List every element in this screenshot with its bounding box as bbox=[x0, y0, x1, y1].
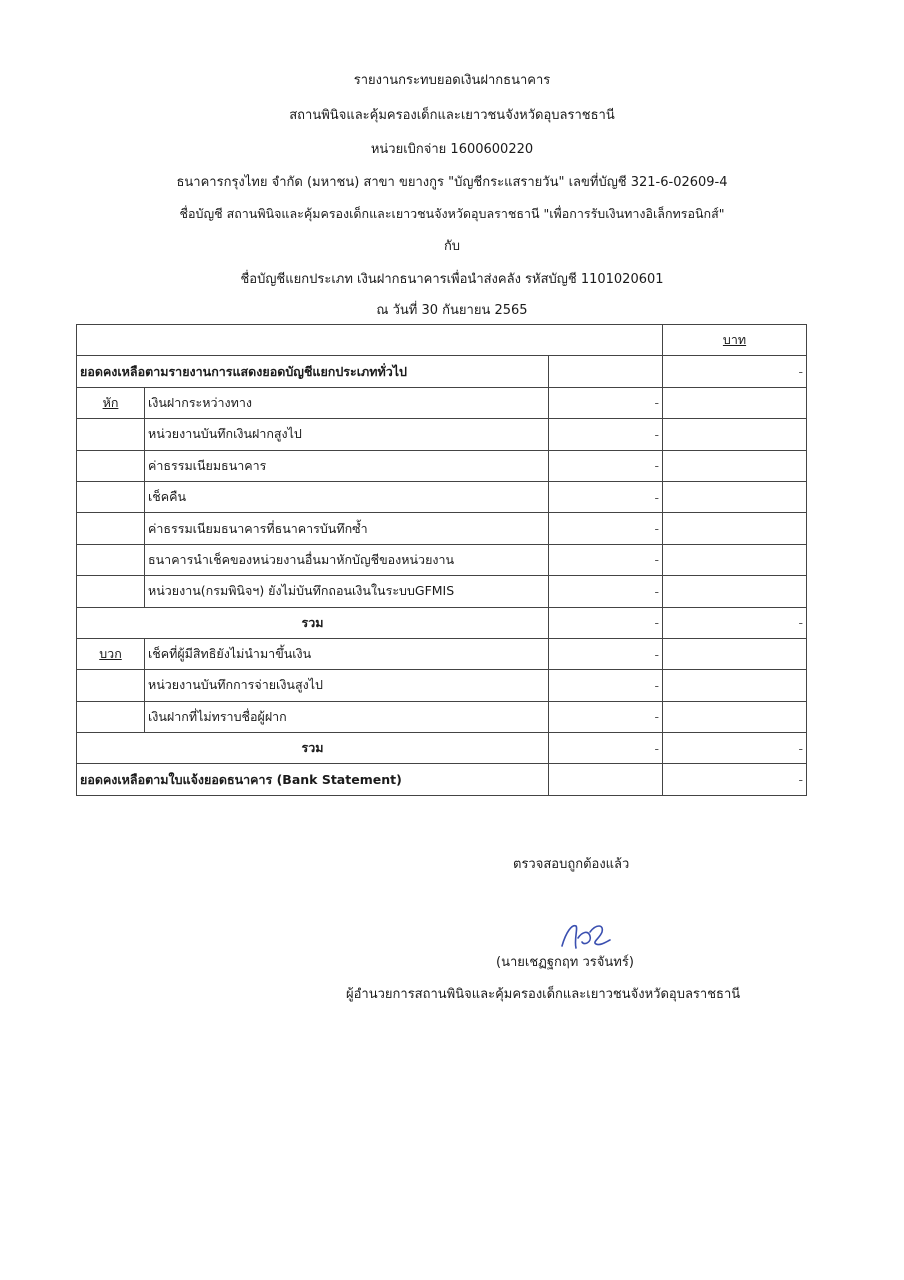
deduct-item-value: - bbox=[549, 481, 663, 512]
add-total-value: - bbox=[663, 733, 807, 764]
verified-text: ตรวจสอบถูกต้องแล้ว bbox=[513, 857, 630, 872]
table-row bbox=[77, 419, 807, 450]
account-name-line: ชื่อบัญชี สถานพินิจและคุ้มครองเด็กและเยาวชนจังหวัดอุบลราชธานี "เพื่อการรับเงินทางอิเล็กทรอนิกส์" bbox=[179, 206, 725, 221]
table-row bbox=[77, 638, 807, 669]
deduct-item-label: เช็คคืน bbox=[145, 481, 549, 512]
table-header-row bbox=[77, 325, 807, 356]
signatory-position: ผู้อำนวยการสถานพินิจและคุ้มครองเด็กและเยาวชนจังหวัดอุบลราชธานี bbox=[346, 987, 741, 1002]
signatory-name: (นายเชฏฐกฤท วรจันทร์) bbox=[496, 955, 634, 970]
add-total-label: รวม bbox=[77, 733, 549, 764]
deduct-item-value: - bbox=[549, 544, 663, 575]
with-line: กับ bbox=[443, 239, 461, 254]
table-row bbox=[77, 576, 807, 607]
add-item-value: - bbox=[549, 701, 663, 732]
closing-balance-value: - bbox=[663, 764, 807, 795]
deduct-item-value: - bbox=[549, 576, 663, 607]
table-row bbox=[77, 387, 807, 418]
add-item-label: หน่วยงานบันทึกการจ่ายเงินสูงไป bbox=[145, 670, 549, 701]
deduct-item-value: - bbox=[549, 513, 663, 544]
closing-balance-row bbox=[77, 764, 807, 795]
deduct-total-row bbox=[77, 607, 807, 638]
opening-balance-value: - bbox=[663, 356, 807, 387]
handwritten-signature bbox=[556, 918, 616, 956]
deduct-item-value: - bbox=[549, 450, 663, 481]
add-item-value: - bbox=[549, 638, 663, 669]
add-label: บวก bbox=[77, 638, 145, 669]
opening-balance-row bbox=[77, 356, 807, 387]
table-row bbox=[77, 513, 807, 544]
table-row bbox=[77, 544, 807, 575]
ledger-account-line: ชื่อบัญชีแยกประเภท เงินฝากธนาคารเพื่อนำส่งคลัง รหัสบัญชี 1101020601 bbox=[240, 272, 664, 287]
table-row bbox=[77, 701, 807, 732]
deduct-label: หัก bbox=[77, 387, 145, 418]
table-row bbox=[77, 481, 807, 512]
deduct-total-label: รวม bbox=[77, 607, 549, 638]
deduct-item-value: - bbox=[549, 387, 663, 418]
add-item-value: - bbox=[549, 670, 663, 701]
deduct-item-label: ธนาคารนำเช็คของหน่วยงานอื่นมาหักบัญชีของหน่วยงาน bbox=[145, 544, 549, 575]
deduct-item-label: เงินฝากระหว่างทาง bbox=[145, 387, 549, 418]
add-item-label: เงินฝากที่ไม่ทราบชื่อผู้ฝาก bbox=[145, 701, 549, 732]
deduct-item-label: หน่วยงาน(กรมพินิจฯ) ยังไม่บันทึกถอนเงินในระบบGFMIS bbox=[145, 576, 549, 607]
deduct-total-value: - bbox=[663, 607, 807, 638]
agency-name: สถานพินิจและคุ้มครองเด็กและเยาวชนจังหวัดอุบลราชธานี bbox=[289, 108, 615, 123]
disbursement-unit: หน่วยเบิกจ่าย 1600600220 bbox=[370, 142, 534, 157]
add-item-label: เช็คที่ผู้มีสิทธิยังไม่นำมาขึ้นเงิน bbox=[145, 638, 549, 669]
deduct-item-label: ค่าธรรมเนียมธนาคารที่ธนาคารบันทึกซ้ำ bbox=[145, 513, 549, 544]
table-row bbox=[77, 670, 807, 701]
bank-account-line: ธนาคารกรุงไทย จำกัด (มหาชน) สาขา ขยางกูร "บัญชีกระแสรายวัน" เลขที่บัญชี 321-6-02609-4 bbox=[176, 175, 728, 190]
deduct-total-mid: - bbox=[549, 607, 663, 638]
closing-balance-label: ยอดคงเหลือตามใบแจ้งยอดธนาคาร (Bank Statement) bbox=[77, 764, 549, 795]
deduct-item-label: หน่วยงานบันทึกเงินฝากสูงไป bbox=[145, 419, 549, 450]
opening-balance-label: ยอดคงเหลือตามรายงานการแสดงยอดบัญชีแยกประเภททั่วไป bbox=[77, 356, 549, 387]
as-of-date: ณ วันที่ 30 กันยายน 2565 bbox=[376, 303, 528, 318]
currency-header: บาท bbox=[663, 325, 807, 356]
add-total-row bbox=[77, 733, 807, 764]
deduct-item-label: ค่าธรรมเนียมธนาคาร bbox=[145, 450, 549, 481]
table-row bbox=[77, 450, 807, 481]
deduct-item-value: - bbox=[549, 419, 663, 450]
add-total-mid: - bbox=[549, 733, 663, 764]
report-title: รายงานกระทบยอดเงินฝากธนาคาร bbox=[353, 73, 551, 88]
reconciliation-table bbox=[76, 324, 807, 796]
